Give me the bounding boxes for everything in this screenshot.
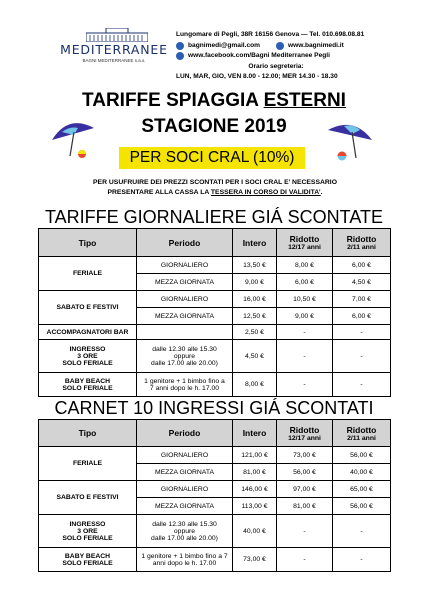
notice-line2-post: . — [320, 188, 323, 196]
email-icon — [176, 42, 184, 50]
contact-email-web — [176, 41, 426, 52]
ridotto2-cell: 6,00 € — [333, 308, 391, 325]
header-periodo: Periodo — [137, 420, 233, 447]
tipo-cell: FERIALE — [39, 447, 137, 481]
notice-line2 — [40, 188, 390, 198]
table-row — [39, 548, 391, 572]
header-ridotto-12-17: Ridotto 12/17 anni — [277, 420, 333, 447]
logo — [58, 28, 170, 68]
hours-text: LUN, MAR, GIO, VEN 8.00 - 12.00; MER 14.30 - 18.30 — [176, 73, 338, 80]
tipo-cell: SABATO E FESTIVI — [39, 291, 137, 325]
periodo-cell: 1 genitore + 1 bimbo fino a 7 anni dopo le h. 17.00 — [137, 373, 233, 397]
header-tipo: Tipo — [39, 229, 137, 257]
promo-banner: PER SOCI CRAL (10%) — [119, 147, 305, 169]
tipo-cell: BABY BEACH SOLO FERIALE — [39, 548, 137, 572]
daily-price-table — [38, 228, 391, 397]
periodo-cell: MEZZA GIORNATA — [137, 308, 233, 325]
table-row — [39, 447, 391, 464]
ridotto1-cell: 81,00 € — [277, 498, 333, 515]
header-intero: Intero — [233, 420, 277, 447]
intero-cell: 121,00 € — [233, 447, 277, 464]
header-ridotto-2-11: Ridotto 2/11 anni — [333, 420, 391, 447]
ridotto2-cell: 6,00 € — [333, 257, 391, 274]
ridotto2-cell: - — [333, 325, 391, 340]
tipo-cell: INGRESSO 3 ORE SOLO FERIALE — [39, 515, 137, 548]
header — [0, 0, 428, 82]
carnet-section-title: CARNET 10 INGRESSI GIÁ SCONTATI — [54, 398, 374, 418]
tipo-cell: BABY BEACH SOLO FERIALE — [39, 373, 137, 397]
ridotto2-cell: - — [333, 373, 391, 397]
intero-cell: 73,00 € — [233, 548, 277, 572]
intero-cell: 81,00 € — [233, 464, 277, 481]
table-row — [39, 325, 391, 340]
table-row — [39, 481, 391, 498]
ridotto2-cell: - — [333, 515, 391, 548]
intero-cell: 9,00 € — [233, 274, 277, 291]
ridotto2-cell: 56,00 € — [333, 498, 391, 515]
table-header-row — [39, 420, 391, 447]
header-tipo: Tipo — [39, 420, 137, 447]
ridotto1-cell: 97,00 € — [277, 481, 333, 498]
table-header-row — [39, 229, 391, 257]
title-underlined: ESTERNI — [263, 90, 346, 111]
intero-cell: 16,00 € — [233, 291, 277, 308]
intero-cell: 146,00 € — [233, 481, 277, 498]
ridotto1-cell: 10,50 € — [277, 291, 333, 308]
title-pre: TARIFFE SPIAGGIA — [82, 90, 259, 111]
header-intero: Intero — [233, 229, 277, 257]
address-text: Lungomare di Pegli, 38R 16156 Genova — Tel. 010.698.08.81 — [176, 31, 365, 38]
ridotto2-cell: - — [333, 340, 391, 373]
umbrella-icon — [322, 118, 378, 162]
ridotto1-cell: 8,00 € — [277, 257, 333, 274]
notice-card-requirement: TESSERA IN CORSO DI VALIDITA’ — [210, 188, 321, 196]
contact-facebook — [176, 51, 426, 62]
ridotto2-cell: 40,00 € — [333, 464, 391, 481]
ridotto2-cell: 7,00 € — [333, 291, 391, 308]
website-link[interactable]: www.bagnimedi.it — [288, 41, 344, 49]
periodo-cell: dalle 12.30 alle 15.30 oppure dalle 17.00 alle 20.00) — [137, 515, 233, 548]
ridotto1-cell: 9,00 € — [277, 308, 333, 325]
periodo-cell — [137, 325, 233, 340]
periodo-cell: GIORNALIERO — [137, 481, 233, 498]
umbrella-icon — [48, 118, 100, 160]
periodo-cell: GIORNALIERO — [137, 447, 233, 464]
tipo-cell: ACCOMPAGNATORI BAR — [39, 325, 137, 340]
table-row — [39, 515, 391, 548]
notice-line1: PER USUFRUIRE DEI PREZZI SCONTATI PER I SOCI CRAL E’ NECESSARIO — [93, 179, 337, 186]
intero-cell: 8,00 € — [233, 373, 277, 397]
periodo-cell: MEZZA GIORNATA — [137, 274, 233, 291]
intero-cell: 4,50 € — [233, 340, 277, 373]
ridotto1-cell: - — [277, 548, 333, 572]
tipo-cell: INGRESSO 3 ORE SOLO FERIALE — [39, 340, 137, 373]
table-row — [39, 291, 391, 308]
intero-cell: 40,00 € — [233, 515, 277, 548]
header-ridotto-12-17: Ridotto 12/17 anni — [277, 229, 333, 257]
facebook-icon — [176, 52, 184, 60]
logo-name: MEDITERRANEE — [60, 42, 168, 57]
email-link[interactable]: bagnimedi@gmail.com — [188, 41, 261, 49]
logo-subtitle: BAGNI MEDITERRANEE s.a.s. — [82, 58, 146, 63]
intero-cell: 13,50 € — [233, 257, 277, 274]
ridotto1-cell: - — [277, 325, 333, 340]
carnet-price-table — [38, 419, 391, 572]
header-ridotto-2-11: Ridotto 2/11 anni — [333, 229, 391, 257]
contact-block — [176, 30, 426, 83]
daily-section-title: TARIFFE GIORNALIERE GIÁ SCONTATE — [44, 207, 384, 227]
ridotto2-cell: 56,00 € — [333, 447, 391, 464]
periodo-cell: MEZZA GIORNATA — [137, 498, 233, 515]
page-title — [0, 90, 428, 112]
periodo-cell: GIORNALIERO — [137, 257, 233, 274]
hours-label: Orario segreteria: — [248, 62, 304, 70]
table-row — [39, 340, 391, 373]
periodo-cell: 1 genitore + 1 bimbo fino a 7 anni dopo le h. 17.00 — [137, 548, 233, 572]
ridotto1-cell: 6,00 € — [277, 274, 333, 291]
ridotto1-cell: - — [277, 373, 333, 397]
periodo-cell: MEZZA GIORNATA — [137, 464, 233, 481]
ridotto1-cell: - — [277, 340, 333, 373]
ridotto1-cell: 73,00 € — [277, 447, 333, 464]
ridotto1-cell: - — [277, 515, 333, 548]
ridotto2-cell: 4,50 € — [333, 274, 391, 291]
periodo-cell: dalle 12.30 alle 15.30 oppure dalle 17.00 alle 20.00) — [137, 340, 233, 373]
intero-cell: 2,50 € — [233, 325, 277, 340]
tipo-cell: FERIALE — [39, 257, 137, 291]
building-icon — [86, 28, 148, 42]
facebook-link[interactable]: www.facebook.com/Bagni Mediterranee Pegli — [188, 52, 330, 59]
ridotto2-cell: - — [333, 548, 391, 572]
notice-line2-pre: PRESENTARE ALLA CASSA LA — [107, 188, 210, 196]
tipo-cell: SABATO E FESTIVI — [39, 481, 137, 515]
intero-cell: 113,00 € — [233, 498, 277, 515]
contact-address — [176, 30, 426, 41]
season-title: STAGIONE 2019 — [141, 116, 287, 137]
ridotto1-cell: 56,00 € — [277, 464, 333, 481]
table-row — [39, 257, 391, 274]
header-periodo: Periodo — [137, 229, 233, 257]
ridotto2-cell: 65,00 € — [333, 481, 391, 498]
notice — [40, 178, 390, 197]
web-icon — [276, 42, 284, 50]
table-row — [39, 373, 391, 397]
intero-cell: 12,50 € — [233, 308, 277, 325]
periodo-cell: GIORNALIERO — [137, 291, 233, 308]
